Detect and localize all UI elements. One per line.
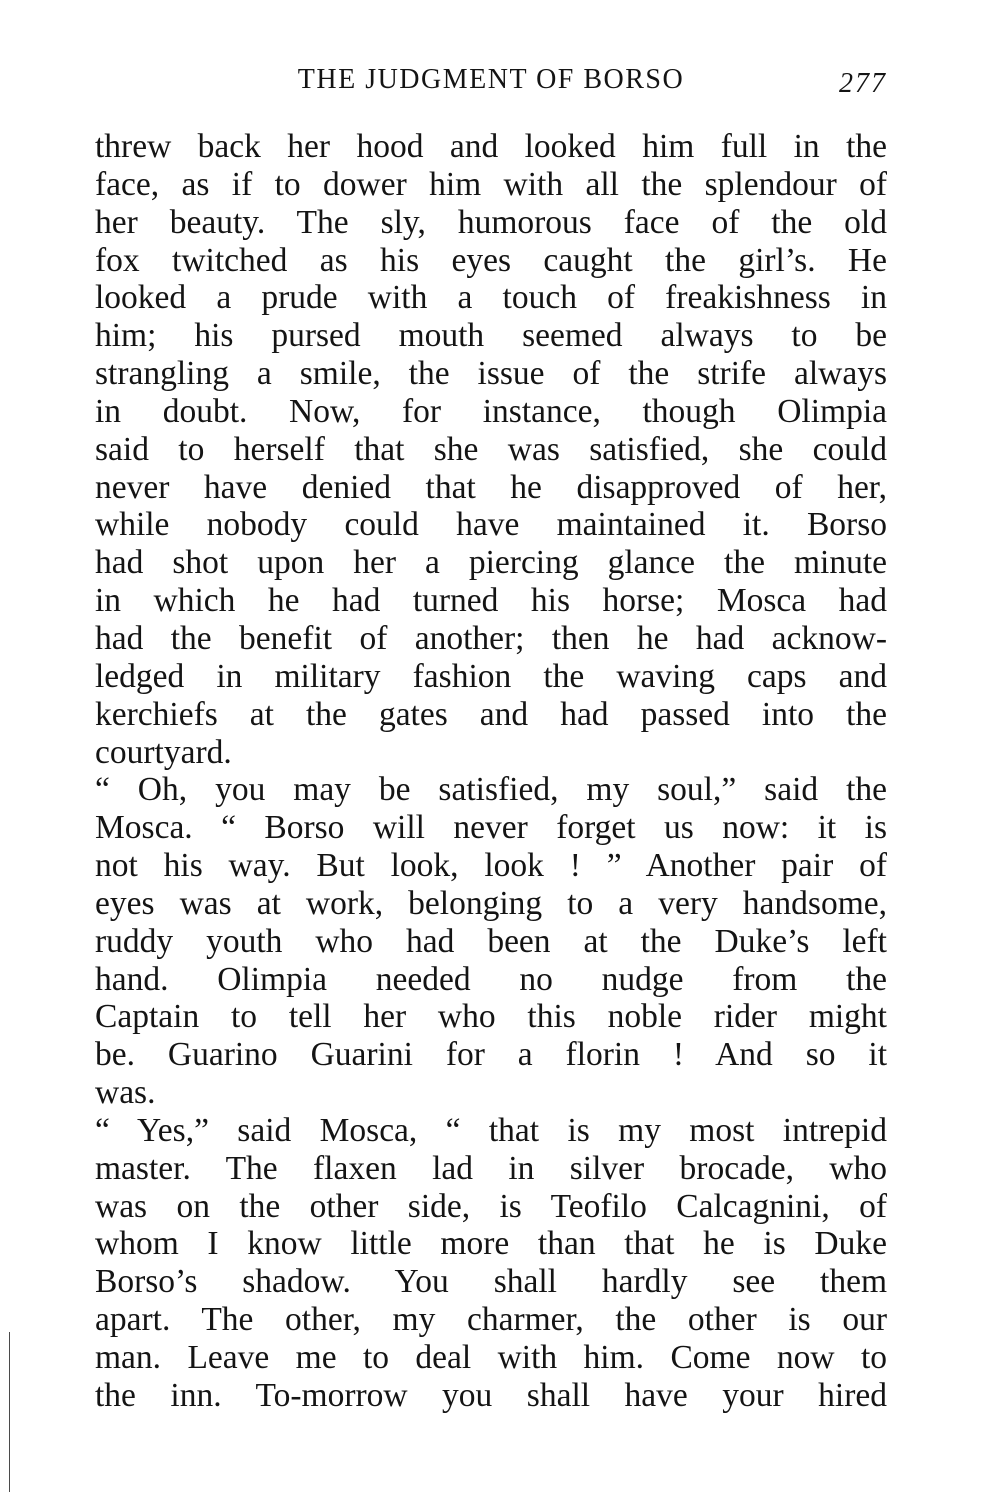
- page-edge-line: [9, 1332, 10, 1492]
- text-line: man. Leave me to deal with him. Come now to: [95, 1339, 887, 1376]
- text-line: was on the other side, is Teofilo Calcagnini, of: [95, 1187, 887, 1225]
- text-line: “ Oh, you may be satisfied, my soul,” said the: [95, 771, 887, 809]
- text-line: had shot upon her a piercing glance the minute: [95, 544, 887, 582]
- text-line: ledged in military fashion the waving caps and: [95, 657, 887, 695]
- text-line: hand. Olimpia needed no nudge from the: [95, 960, 887, 998]
- text-line: face, as if to dower him with all the splendour of: [95, 165, 887, 203]
- text-line: while nobody could have maintained it. Borso: [95, 506, 887, 544]
- text-line: had the benefit of another; then he had acknow-: [95, 619, 887, 657]
- paragraph-end-line: courtyard.: [95, 733, 232, 771]
- text-line: kerchiefs at the gates and had passed into the: [95, 695, 887, 733]
- text-line: her beauty. The sly, humorous face of the old: [95, 203, 887, 241]
- text-line: in which he had turned his horse; Mosca had: [95, 582, 887, 620]
- text-line: strangling a smile, the issue of the strife always: [95, 355, 887, 393]
- text-line: never have denied that he disapproved of her,: [95, 468, 887, 506]
- text-line: Borso’s shadow. You shall hardly see them: [95, 1263, 887, 1301]
- text-line: Mosca. “ Borso will never forget us now: it is: [95, 809, 887, 847]
- text-line: “ Yes,” said Mosca, “ that is my most intrepid: [95, 1111, 887, 1149]
- page-header: [95, 62, 887, 98]
- text-line: not his way. But look, look ! ” Another pair of: [95, 847, 887, 885]
- text-line: eyes was at work, belonging to a very handsome,: [95, 884, 887, 922]
- text-line: threw back her hood and looked him full in the: [95, 128, 887, 165]
- page-number: 277: [839, 68, 887, 99]
- text-line: fox twitched as his eyes caught the girl’s. He: [95, 241, 887, 279]
- text-line: apart. The other, my charmer, the other is our: [95, 1301, 887, 1339]
- text-line: him; his pursed mouth seemed always to be: [95, 317, 887, 355]
- paragraph-end-line: was.: [95, 1074, 156, 1112]
- text-line: in doubt. Now, for instance, though Olimpia: [95, 392, 887, 430]
- text-line: Captain to tell her who this noble rider might: [95, 998, 887, 1036]
- running-title: THE JUDGMENT OF BORSO: [297, 64, 685, 95]
- body-text: [95, 128, 887, 1415]
- text-line: whom I know little more than that he is Duke: [95, 1225, 887, 1263]
- text-line: be. Guarino Guarini for a florin ! And so it: [95, 1036, 887, 1074]
- text-line: master. The flaxen lad in silver brocade, who: [95, 1149, 887, 1187]
- text-line: the inn. To-morrow you shall have your hired: [95, 1376, 887, 1414]
- text-line: looked a prude with a touch of freakishness in: [95, 279, 887, 317]
- text-line: ruddy youth who had been at the Duke’s left: [95, 922, 887, 960]
- text-line: said to herself that she was satisfied, she could: [95, 430, 887, 468]
